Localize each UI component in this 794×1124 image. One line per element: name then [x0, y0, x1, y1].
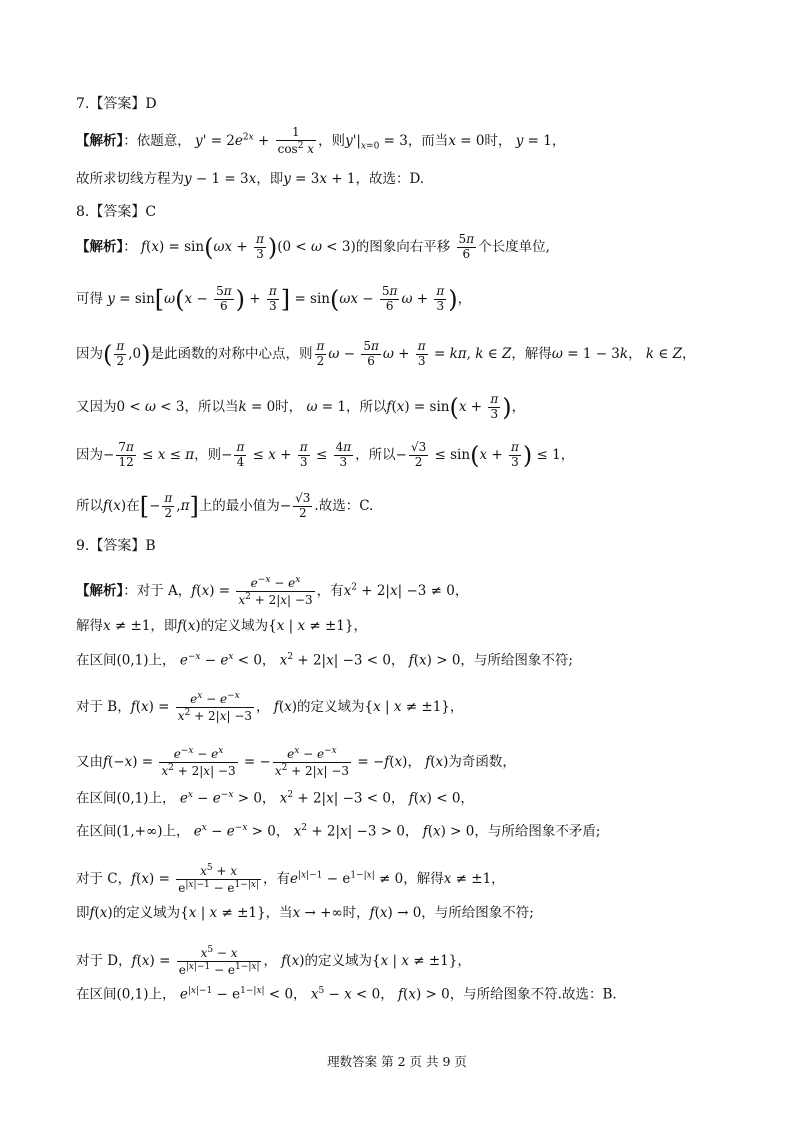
q9-line5: 又由f(−x) = $\frac{e^{-x} - e^x}{x^2 + 2|x| -3}$ = − $\frac{e^x - e^{-x}}{x^2 + 2|x| -3}$ = −f(x)， f(x)为奇函数， [76, 746, 516, 778]
q8-answer-heading: 8.【答案】C [76, 204, 157, 220]
q9-line3: 在区间(0,1)上， $e^{-x} - e^x < 0$， $x^2 + 2|x| -3 < 0$， f(x) > 0，与所给图象不符; [76, 652, 573, 669]
q7-jiexi-label: 【解析】 [76, 132, 124, 149]
q8-line5: 因为− $\frac{7\pi}{12}$ ≤ x ≤ π，则− $\frac{\pi}{4}$ ≤ x + $\frac{\pi}{3}$ ≤ $\frac{4\pi}{3}$ ，所以− $\frac{√3}{2}$ ≤ sin(x + $\frac{\pi}{3}$ ) ≤ 1， [76, 440, 575, 470]
q7-answer-heading: 7.【答案】D [76, 96, 157, 112]
q9-line4: 对于 B，f(x) = $\frac{e^x - e^{-x}}{x^2 + 2|x| -3}$ ， f(x)的定义域为{x | x ≠ ±1}， [76, 691, 464, 723]
q8-line6: 所以f(x)在[− $\frac{\pi}{2}$ ,π]上的最小值为− $\frac{√3}{2}$ .故选：C. [76, 491, 374, 521]
q9-line9: 即f(x)的定义域为{x | x ≠ ±1}，当x → +∞时，f(x) → 0，与所给图象不符; [76, 905, 534, 921]
q8-line4: 又因为0 < ω < 3，所以当k = 0时， ω = 1，所以f(x) = sin(x + $\frac{\pi}{3}$ )， [76, 392, 526, 422]
q9-line6: 在区间(0,1)上， $e^x - e^{-x} > 0$， $x^2 + 2|x| -3 < 0$， f(x) < 0， [76, 790, 474, 807]
q9-line7: 在区间(1,+∞)上， $e^x - e^{-x} > 0$， $x^2 + 2|x| -3 > 0$， f(x) > 0，与所给图象不矛盾; [76, 823, 601, 840]
q9-line1: 【解析】：对于 A，f(x) = $\frac{e^{-x} - e^x}{x^2 + 2|x| -3}$ ，有$x^2 + 2|x| -3 \ne 0$， [76, 575, 469, 607]
q8-line1: 【解析】： f(x) = sin(ωx + $\frac{\pi}{3}$ )(0 < ω < 3)的图象向右平移 $\frac{5\pi}{6}$ 个长度单位, [76, 232, 550, 262]
q8-line2: 可得 y = sin[ω(x − $\frac{5\pi}{6}$ ) + $\frac{\pi}{3}$ ] = sin(ωx − $\frac{5\pi}{6}$ ω + $\frac{\pi}{3}$ )， [76, 284, 472, 314]
q9-answer-heading: 9.【答案】B [76, 538, 156, 554]
q9-line10: 对于 D，f(x) = $\frac{x^5 - x}{e^{|x|-1} - e^{1-|x|}}$ ， f(x)的定义域为{x | x ≠ ±1}， [76, 945, 471, 977]
q9-line8: 对于 C，f(x) = $\frac{x^5 + x}{e^{|x|-1} - e^{1-|x|}}$ ，有$e^{|x|-1} - e^{1-|x|} \ne 0$，解得x ≠ ±1， [76, 863, 505, 895]
q7-formula-derivative: $y' = 2e^{2x}$ + $\frac{1}{\cos^2 x}$ [195, 125, 315, 156]
page-footer: 理数答案 第 2 页 共 9 页 [327, 1054, 467, 1069]
q9-line2: 解得x ≠ ±1，即f(x)的定义域为{x | x ≠ ±1}， [76, 618, 367, 634]
q9-line11: 在区间(0,1)上， $e^{|x|-1} - e^{1-|x|} < 0$， $x^5 - x < 0$， f(x) > 0，与所给图象不符.故选：B. [76, 986, 617, 1003]
q7-line2: 故所求切线方程为y − 1 = 3x，即y = 3x + 1，故选：D. [76, 171, 425, 187]
q8-line3: 因为( $\frac{\pi}{2}$ ,0)是此函数的对称中心点，则 $\frac{\pi}{2}$ ω − $\frac{5\pi}{6}$ ω + $\frac{\pi}{3}$ = kπ, k ∈ Z，解得ω = 1 − 3k， k ∈ Z， [76, 339, 696, 369]
q7-line1: 【解析】：依题意， $y' = 2e^{2x}$ + $\frac{1}{\cos^2 x}$ ，则$y'|_{x=0} = 3$，而当x = 0时， y = 1， [76, 125, 566, 156]
